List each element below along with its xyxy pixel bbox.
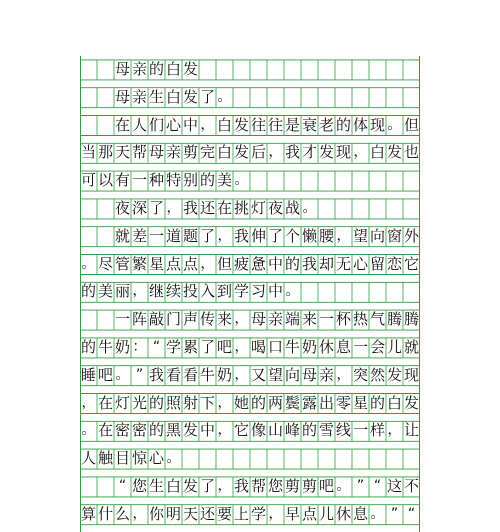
grid-character: 入 <box>199 282 215 301</box>
grid-character: 门 <box>165 310 181 329</box>
grid-character: 的 <box>80 338 96 356</box>
grid-character: 看 <box>165 365 181 384</box>
grid-character: 。 <box>370 505 385 522</box>
grid-character: 了 <box>199 226 215 245</box>
grid-character: 种 <box>148 171 164 190</box>
grid-character: 丽 <box>114 282 130 301</box>
grid-character: 题 <box>182 226 198 245</box>
grid-character: 一 <box>352 421 368 440</box>
grid-character: ， <box>200 116 215 133</box>
grid-character: ， <box>268 505 283 522</box>
grid-character: 心 <box>352 254 368 273</box>
grid-character: 习 <box>250 282 266 301</box>
grid-character: 以 <box>97 171 113 190</box>
grid-character: 突 <box>352 365 368 384</box>
grid-character: 留 <box>369 254 385 273</box>
grid-character: 密 <box>131 421 147 440</box>
text-line <box>80 167 420 195</box>
grid-character: 它 <box>403 254 419 273</box>
grid-character: 了 <box>199 477 215 495</box>
grid-character: ” <box>356 478 365 494</box>
grid-character: 在 <box>114 115 130 134</box>
grid-character: 气 <box>369 310 385 329</box>
grid-character: 声 <box>182 310 198 329</box>
grid-character: 衰 <box>301 115 317 134</box>
grid-character <box>80 223 97 251</box>
grid-character: 现 <box>335 143 351 162</box>
grid-character: 别 <box>182 171 198 190</box>
grid-character: 望 <box>267 365 283 384</box>
grid-character: 发 <box>233 115 249 134</box>
grid-character: ， <box>268 144 283 161</box>
grid-character <box>80 84 97 112</box>
grid-character: 射 <box>182 393 198 412</box>
grid-character: 在 <box>97 393 113 412</box>
grid-character: 天 <box>182 504 198 523</box>
grid-character: 老 <box>318 115 334 134</box>
grid-character: 上 <box>233 504 249 523</box>
grid-character: 的 <box>335 115 351 134</box>
grid-character: 美 <box>216 171 232 190</box>
grid-character: 奶 <box>216 365 232 384</box>
text-line <box>80 417 420 445</box>
grid-character: 星 <box>148 254 164 273</box>
grid-character: 一 <box>318 310 334 329</box>
grid-character: 心 <box>165 115 181 134</box>
grid-character: 生 <box>148 87 164 106</box>
grid-character: 差 <box>131 226 147 245</box>
grid-character: 喝 <box>250 338 266 356</box>
grid-character: 尽 <box>97 254 113 273</box>
grid-character: 发 <box>182 421 198 440</box>
grid-character: 灯 <box>114 393 130 412</box>
grid-character: 是 <box>284 115 300 134</box>
grid-character: ， <box>336 366 351 383</box>
grid-character: 吧 <box>97 365 113 384</box>
grid-character: ， <box>353 144 368 161</box>
grid-character: 光 <box>131 393 147 412</box>
grid-character: 一 <box>352 338 368 356</box>
text-line <box>80 501 420 529</box>
grid-character: 热 <box>352 310 368 329</box>
grid-character: 在 <box>97 421 113 440</box>
grid-character: ， <box>234 311 249 328</box>
grid-character: 懒 <box>301 226 317 245</box>
grid-character: 但 <box>403 115 419 134</box>
grid-character: ， <box>200 255 215 272</box>
text-line <box>80 56 420 84</box>
grid-character: 可 <box>80 171 96 190</box>
grid-character: 了 <box>199 87 215 106</box>
grid-character: 了 <box>148 199 164 217</box>
grid-character: 儿 <box>386 338 402 356</box>
grid-character: 发 <box>386 365 402 384</box>
grid-character: 有 <box>114 171 130 190</box>
grid-character: 却 <box>318 254 334 273</box>
grid-character: 母 <box>250 310 266 329</box>
grid-character: 母 <box>114 87 130 106</box>
grid-character <box>97 306 114 334</box>
text-line <box>80 445 420 473</box>
grid-character: 当 <box>80 143 96 162</box>
grid-character: 休 <box>335 504 351 523</box>
grid-character: 的 <box>301 421 317 440</box>
text-line <box>80 306 420 334</box>
grid-character: 。 <box>81 422 96 439</box>
grid-character: 学 <box>250 504 266 523</box>
grid-character: 目 <box>114 449 130 468</box>
grid-character: 吧 <box>318 477 334 495</box>
grid-character: 的 <box>148 421 164 440</box>
grid-character: 累 <box>182 338 198 356</box>
grid-character: 看 <box>182 365 198 384</box>
grid-character: 。 <box>285 283 300 300</box>
grid-character: 管 <box>114 254 130 273</box>
grid-character: 美 <box>97 282 113 301</box>
grid-character: 无 <box>335 254 351 273</box>
grid-character: 夜 <box>267 199 283 217</box>
grid-character: 密 <box>114 421 130 440</box>
grid-character: 腰 <box>318 226 334 245</box>
grid-character: 外 <box>403 226 419 245</box>
grid-character: 。 <box>336 478 351 494</box>
grid-character: 我 <box>301 254 317 273</box>
grid-character: 休 <box>318 338 334 356</box>
grid-character: 不 <box>403 477 419 495</box>
grid-character <box>97 84 114 112</box>
grid-character: 亲 <box>318 365 334 384</box>
grid-character: 么 <box>114 504 130 523</box>
grid-character: 我 <box>284 143 300 162</box>
grid-character: 发 <box>318 143 334 162</box>
grid-character: 夜 <box>114 199 130 217</box>
grid-character: 。 <box>217 88 232 105</box>
grid-character: 下 <box>199 393 215 412</box>
text-line <box>80 84 420 112</box>
grid-character: 天 <box>114 143 130 162</box>
grid-character: 阵 <box>131 310 147 329</box>
grid-character: ， <box>166 200 181 216</box>
grid-character: ， <box>81 394 96 411</box>
grid-character <box>80 473 97 501</box>
grid-character: 端 <box>284 310 300 329</box>
grid-character: 中 <box>182 115 198 134</box>
grid-character: 息 <box>352 504 368 523</box>
grid-character: 牛 <box>97 338 113 356</box>
grid-character: 的 <box>199 171 215 190</box>
grid-character: 要 <box>216 504 232 523</box>
grid-character: 就 <box>114 226 130 245</box>
grid-character: 传 <box>199 310 215 329</box>
grid-character: 我 <box>148 365 164 384</box>
grid-character: 窗 <box>386 226 402 245</box>
grid-character: ， <box>217 422 232 439</box>
composition-paper <box>80 56 420 532</box>
grid-character: 中 <box>199 421 215 440</box>
grid-character: 们 <box>148 115 164 134</box>
grid-character: 的 <box>250 393 266 412</box>
grid-character <box>80 56 97 84</box>
grid-character: 亲 <box>267 310 283 329</box>
grid-character: 。 <box>166 450 181 467</box>
grid-character: 中 <box>267 254 283 273</box>
grid-character: 明 <box>165 504 181 523</box>
grid-character: 奶 <box>301 338 317 356</box>
grid-character: 母 <box>148 143 164 162</box>
text-line <box>80 278 420 306</box>
grid-character: ， <box>336 227 351 244</box>
grid-character: 繁 <box>131 254 147 273</box>
grid-character: 剪 <box>284 477 300 495</box>
grid-character: 触 <box>97 449 113 468</box>
grid-character: 道 <box>165 226 181 245</box>
grid-character: 然 <box>369 365 385 384</box>
grid-character: 吧 <box>216 338 232 356</box>
grid-character: 。 <box>387 116 402 133</box>
grid-character: 您 <box>131 477 147 495</box>
grid-character: 还 <box>199 199 215 217</box>
grid-character: 一 <box>131 171 147 190</box>
grid-character: 。 <box>81 255 96 272</box>
grid-character: 继 <box>148 282 164 301</box>
grid-character: 战 <box>284 199 300 217</box>
grid-character: 学 <box>233 282 249 301</box>
grid-character: 个 <box>284 226 300 245</box>
grid-character: 学 <box>165 338 181 356</box>
grid-character: 白 <box>216 115 232 134</box>
grid-character: 了 <box>267 226 283 245</box>
grid-character: 白 <box>216 143 232 162</box>
grid-character: 敲 <box>148 310 164 329</box>
grid-character: 发 <box>182 87 198 106</box>
grid-character: 剪 <box>301 477 317 495</box>
grid-character: 奶 <box>114 338 130 356</box>
grid-character: 往 <box>250 115 266 134</box>
grid-character: 白 <box>369 143 385 162</box>
grid-character <box>80 306 97 334</box>
grid-character: 腾 <box>403 310 419 329</box>
grid-character: 。 <box>234 172 249 189</box>
text-line <box>80 334 420 362</box>
text-line <box>80 473 420 501</box>
grid-character: 我 <box>182 199 198 217</box>
grid-character: 体 <box>352 115 368 134</box>
grid-character: 杯 <box>335 310 351 329</box>
grid-character: 照 <box>165 393 181 412</box>
grid-character: 特 <box>165 171 181 190</box>
grid-character: 帮 <box>131 143 147 162</box>
grid-character: 心 <box>148 449 164 468</box>
grid-character: 就 <box>403 338 419 356</box>
grid-character: 也 <box>403 143 419 162</box>
grid-character: 了 <box>199 338 215 356</box>
grid-character: 生 <box>148 477 164 495</box>
grid-character: ： <box>132 339 147 355</box>
grid-character: 来 <box>216 310 232 329</box>
grid-character: 的 <box>369 393 385 412</box>
grid-character: 雪 <box>318 421 334 440</box>
grid-character: 到 <box>216 282 232 301</box>
grid-character: 这 <box>386 477 402 495</box>
grid-character: 睡 <box>80 365 96 384</box>
grid-character: 儿 <box>318 504 334 523</box>
grid-character: 发 <box>386 143 402 162</box>
grid-character: “ <box>118 478 127 494</box>
grid-character: ， <box>217 478 232 494</box>
grid-character: 发 <box>233 143 249 162</box>
grid-character: ， <box>387 422 402 439</box>
grid-character: 点 <box>182 254 198 273</box>
grid-character: 线 <box>335 421 351 440</box>
grid-character: 向 <box>369 226 385 245</box>
grid-character: 腾 <box>386 310 402 329</box>
grid-character: 白 <box>386 393 402 412</box>
grid-character: 露 <box>301 393 317 412</box>
grid-character: ， <box>132 283 147 300</box>
grid-character: 母 <box>114 60 130 78</box>
grid-character: 点 <box>301 504 317 523</box>
grid-character: 的 <box>148 60 164 78</box>
grid-character <box>97 56 114 84</box>
grid-character: “ <box>407 505 416 522</box>
grid-character: 现 <box>403 365 419 384</box>
grid-character: 白 <box>165 87 181 106</box>
grid-character: ” <box>390 505 399 522</box>
grid-character: 亲 <box>131 60 147 78</box>
grid-character: 人 <box>80 449 96 468</box>
grid-character: 还 <box>199 504 215 523</box>
grid-character: 我 <box>233 226 249 245</box>
grid-character: 白 <box>165 60 181 78</box>
grid-character: 疲 <box>233 254 249 273</box>
grid-character: 牛 <box>199 365 215 384</box>
grid-character: 完 <box>199 143 215 162</box>
grid-character: 你 <box>148 504 164 523</box>
text-line <box>80 195 420 223</box>
text-line <box>80 223 420 251</box>
grid-character: 望 <box>352 226 368 245</box>
grid-character: 惫 <box>250 254 266 273</box>
grid-character: ， <box>217 227 232 244</box>
grid-character: 一 <box>148 226 164 245</box>
grid-character: 续 <box>165 282 181 301</box>
grid-character: ， <box>234 339 249 355</box>
grid-character: 又 <box>250 365 266 384</box>
grid-character: 现 <box>369 115 385 134</box>
grid-character: 星 <box>352 393 368 412</box>
grid-character: 中 <box>267 282 283 301</box>
text-line <box>80 390 420 418</box>
grid-character: 那 <box>97 143 113 162</box>
grid-character: 亲 <box>131 87 147 106</box>
grid-character: 口 <box>267 338 283 356</box>
grid-character: 鬓 <box>284 393 300 412</box>
grid-character: 她 <box>233 393 249 412</box>
grid-character: 伸 <box>250 226 266 245</box>
grid-character: ” <box>135 366 144 383</box>
grid-character: 让 <box>403 421 419 440</box>
grid-character: 您 <box>267 477 283 495</box>
grid-character: 零 <box>335 393 351 412</box>
grid-character: 惊 <box>131 449 147 468</box>
grid-character: 黑 <box>165 421 181 440</box>
grid-character: ， <box>217 394 232 411</box>
grid-character: 样 <box>369 421 385 440</box>
grid-character: 的 <box>284 254 300 273</box>
grid-character: 峰 <box>284 421 300 440</box>
grid-character: 发 <box>403 393 419 412</box>
grid-character: 我 <box>233 477 249 495</box>
grid-character <box>97 195 114 223</box>
grid-character: “ <box>152 339 161 355</box>
grid-character <box>97 112 114 140</box>
grid-character: 出 <box>318 393 334 412</box>
grid-character: 点 <box>165 254 181 273</box>
grid-character: 的 <box>80 282 96 301</box>
grid-character: 帮 <box>250 477 266 495</box>
text-line <box>80 112 420 140</box>
grid-character: 息 <box>335 338 351 356</box>
grid-character: ， <box>132 505 147 522</box>
grid-character: 在 <box>216 199 232 217</box>
grid-character: 但 <box>216 254 232 273</box>
grid-character <box>80 112 97 140</box>
text-line <box>80 362 420 390</box>
grid-character: 往 <box>267 115 283 134</box>
grid-character: 两 <box>267 393 283 412</box>
grid-character: 。 <box>115 366 130 383</box>
grid-character: 山 <box>267 421 283 440</box>
grid-character <box>80 195 97 223</box>
grid-character: 亲 <box>165 143 181 162</box>
grid-character: ， <box>234 366 249 383</box>
grid-character: 。 <box>302 200 317 216</box>
grid-character: 算 <box>80 504 96 523</box>
grid-character: 它 <box>233 421 249 440</box>
grid-character: 牛 <box>284 338 300 356</box>
grid-character: 会 <box>369 338 385 356</box>
grid-character <box>97 473 114 501</box>
grid-character: 才 <box>301 143 317 162</box>
text-line <box>80 251 420 279</box>
grid-character: 灯 <box>250 199 266 217</box>
grid-character <box>97 223 114 251</box>
grid-character: 深 <box>131 199 147 217</box>
grid-character: “ <box>373 478 382 494</box>
grid-character: 剪 <box>182 143 198 162</box>
grid-character: 向 <box>284 365 300 384</box>
grid-character: 来 <box>301 310 317 329</box>
grid-character: 像 <box>250 421 266 440</box>
grid-character: 白 <box>165 477 181 495</box>
grid-character: 人 <box>131 115 147 134</box>
grid-character: 的 <box>148 393 164 412</box>
grid-character: 发 <box>182 60 198 78</box>
grid-character: 发 <box>182 477 198 495</box>
grid-character: 投 <box>182 282 198 301</box>
grid-character: 早 <box>284 504 300 523</box>
grid-character: 母 <box>301 365 317 384</box>
text-line <box>80 139 420 167</box>
grid-character: 挑 <box>233 199 249 217</box>
grid-character: 什 <box>97 504 113 523</box>
grid-character: 后 <box>250 143 266 162</box>
grid-character: 恋 <box>386 254 402 273</box>
grid-character: 一 <box>114 310 130 329</box>
